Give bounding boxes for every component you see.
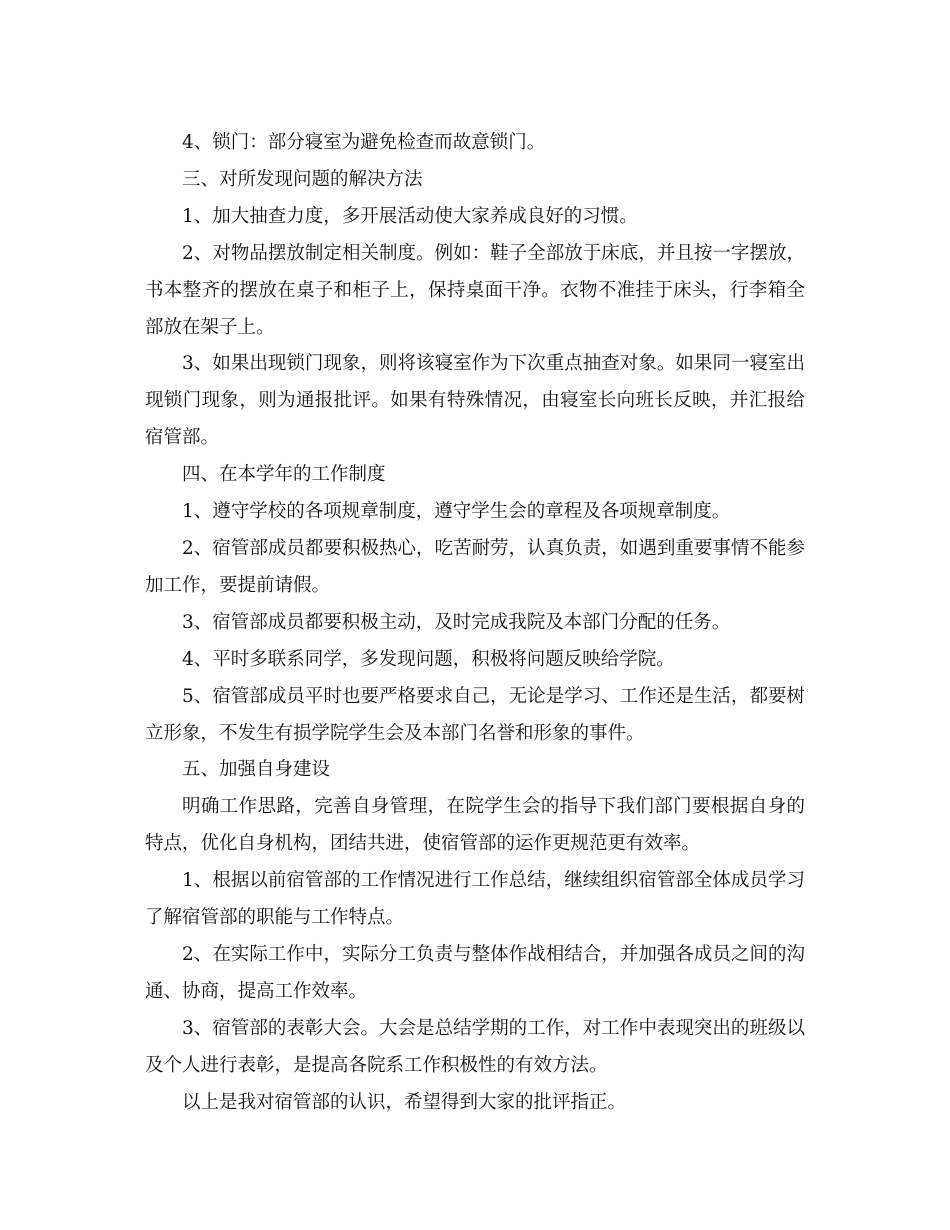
paragraph-closing: 以上是我对宿管部的认识，希望得到大家的批评指正。 — [182, 1091, 627, 1113]
paragraph-build-intro: 明确工作思路，完善自身管理，在院学生会的指导下我们部门要根据自身的特点，优化自身机构，团结共进，使宿管部的运作更规范更有效率。 — [145, 796, 805, 855]
paragraph-rule-1: 1、遵守学校的各项规章制度，遵守学生会的章程及各项规章制度。 — [182, 501, 731, 523]
document-body — [145, 125, 805, 1121]
paragraph-rule-5: 5、宿管部成员平时也要严格要求自己，无论是学习、工作还是生活，都要树立形象，不发生有损学院学生会及本部门名誉和形象的事件。 — [145, 685, 805, 744]
paragraph-build-3: 3、宿管部的表彰大会。大会是总结学期的工作，对工作中表现突出的班级以及个人进行表彰，是提高各院系工作积极性的有效方法。 — [145, 1017, 805, 1076]
paragraph-build-2: 2、在实际工作中，实际分工负责与整体作战相结合，并加强各成员之间的沟通、协商，提高工作效率。 — [145, 943, 805, 1002]
paragraph-lock-door: 4、锁门：部分寝室为避免检查而故意锁门。 — [182, 132, 546, 153]
paragraph-solution-3: 3、如果出现锁门现象，则将该寝室作为下次重点抽查对象。如果同一寝室出现锁门现象，则为通报批评。如果有特殊情况，由寝室长向班长反映，并汇报给宿管部。 — [145, 353, 805, 449]
heading-section-3: 三、对所发现问题的解决方法 — [182, 168, 423, 190]
paragraph-rule-4: 4、平时多联系同学，多发现问题，积极将问题反映给学院。 — [182, 648, 675, 670]
paragraph-solution-2: 2、对物品摆放制定相关制度。例如：鞋子全部放于床底，并且按一字摆放，书本整齐的摆放在桌子和柜子上，保持桌面干净。衣物不准挂于床头，行李箱全部放在架子上。 — [145, 242, 805, 338]
heading-section-5: 五、加强自身建设 — [182, 759, 331, 781]
paragraph-build-1: 1、根据以前宿管部的工作情况进行工作总结，继续组织宿管部全体成员学习了解宿管部的职能与工作特点。 — [145, 870, 805, 929]
heading-section-4: 四、在本学年的工作制度 — [182, 464, 386, 486]
paragraph-solution-1: 1、加大抽查力度，多开展活动使大家养成良好的习惯。 — [182, 205, 638, 227]
paragraph-rule-3: 3、宿管部成员都要积极主动，及时完成我院及本部门分配的任务。 — [182, 611, 731, 633]
paragraph-rule-2: 2、宿管部成员都要积极热心，吃苦耐劳，认真负责，如遇到重要事情不能参加工作，要提前请假。 — [145, 537, 805, 596]
